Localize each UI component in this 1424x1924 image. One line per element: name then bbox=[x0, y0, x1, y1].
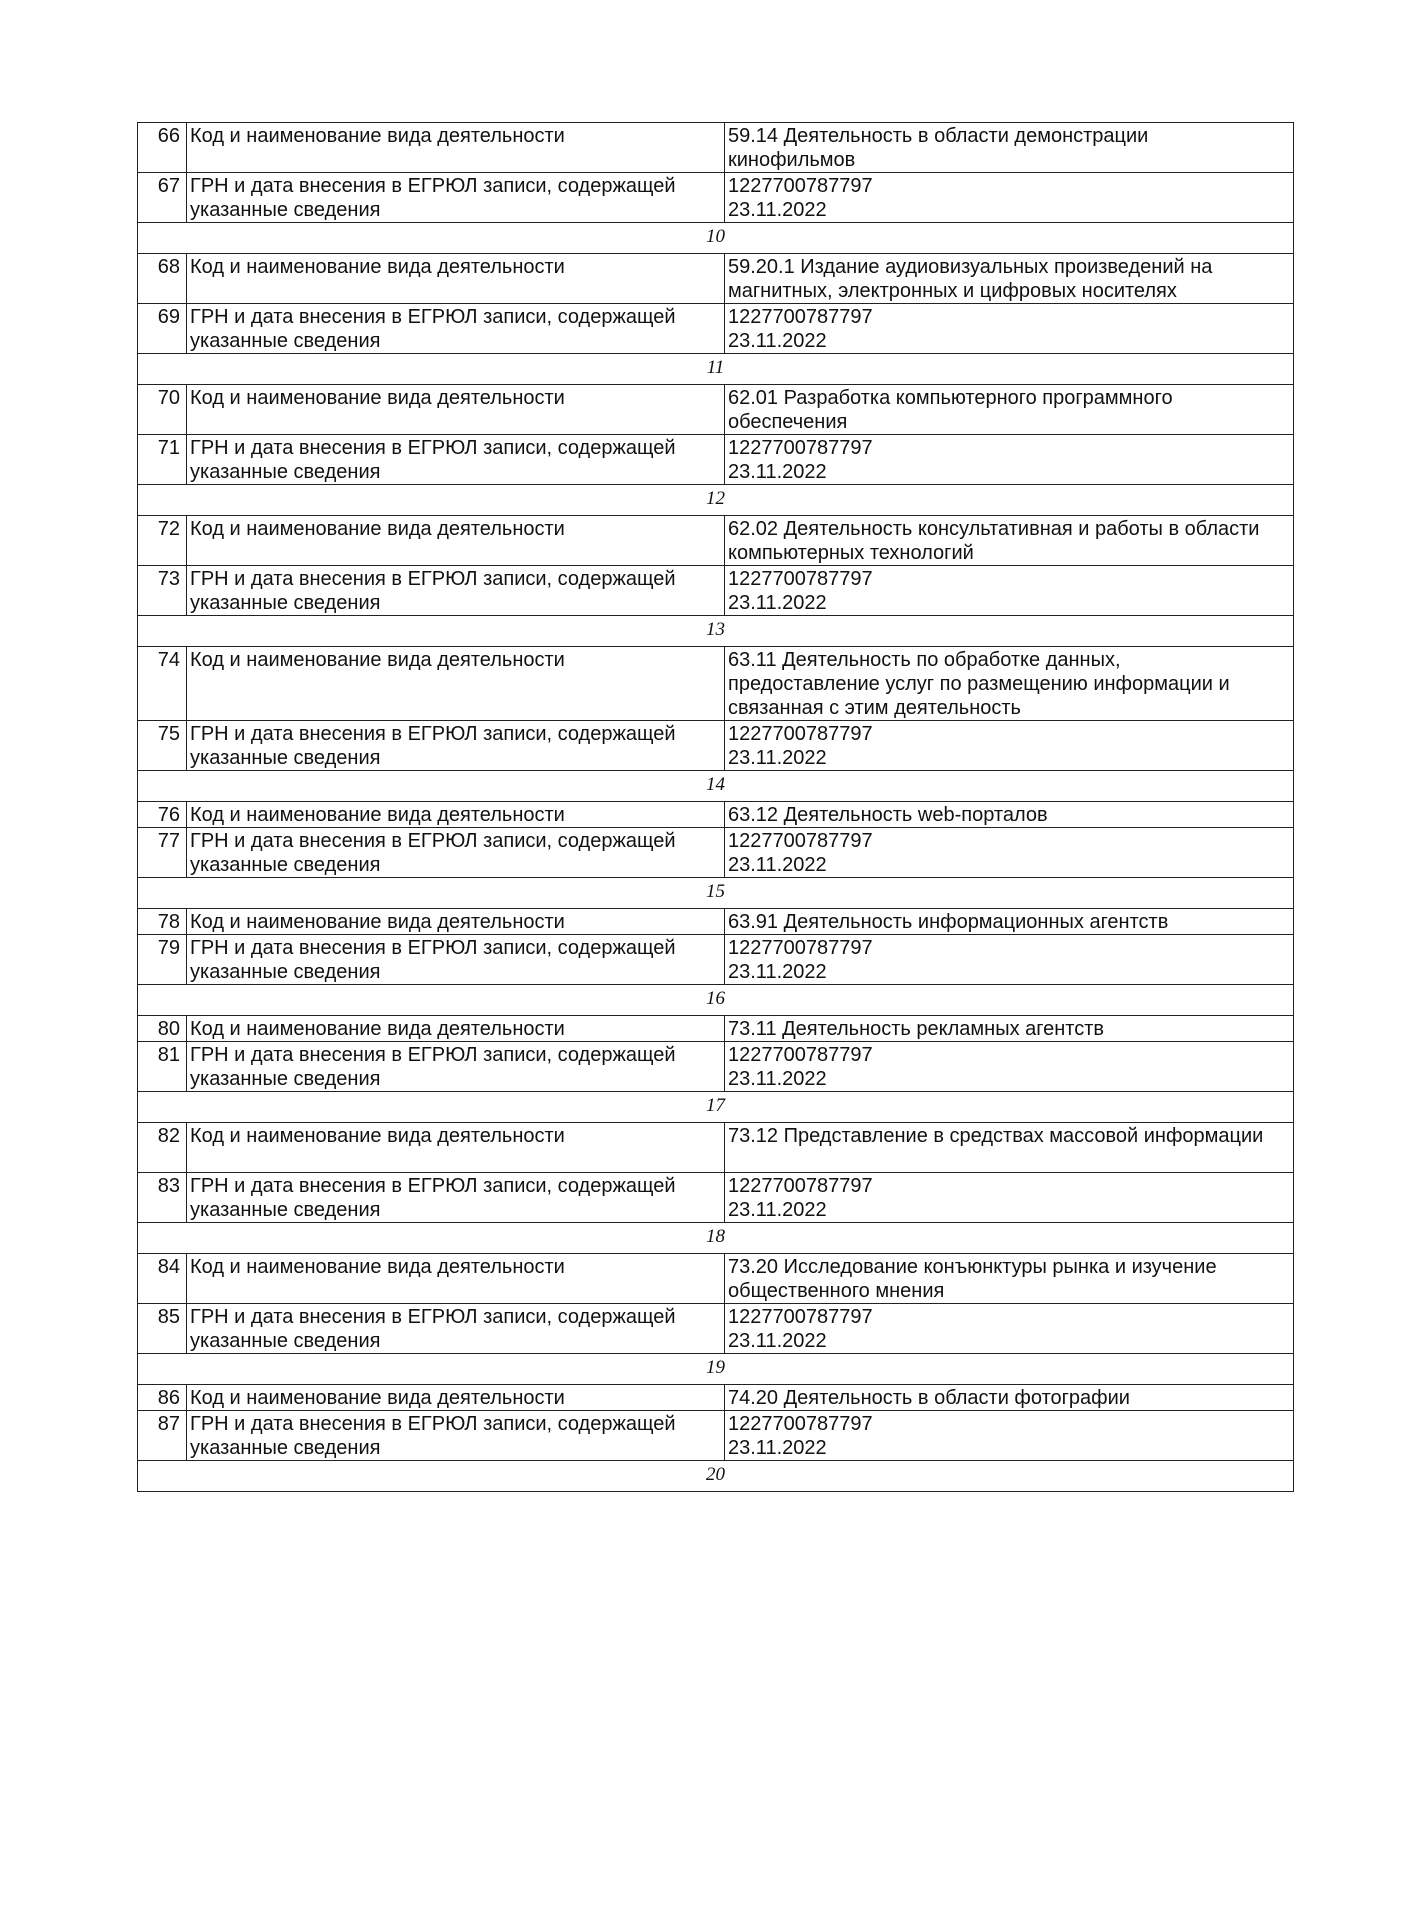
field-value-line: предоставление услуг по размещению информации и bbox=[728, 673, 1230, 695]
field-label-cell bbox=[187, 1254, 725, 1304]
section-row bbox=[138, 1092, 1294, 1123]
table-row bbox=[138, 1411, 1294, 1461]
field-label-cell bbox=[187, 385, 725, 435]
field-label-line: указанные сведения bbox=[190, 1199, 381, 1221]
field-label-line: Код и наименование вида деятельности bbox=[190, 1018, 565, 1040]
table-row bbox=[138, 123, 1294, 173]
field-value-line: компьютерных технологий bbox=[728, 542, 974, 564]
field-value-line: 62.01 Разработка компьютерного программного bbox=[728, 387, 1173, 409]
field-value-line: 1227700787797 bbox=[728, 437, 873, 459]
table-row bbox=[138, 1254, 1294, 1304]
field-value-line: кинофильмов bbox=[728, 149, 856, 171]
table-row bbox=[138, 1385, 1294, 1411]
section-number: 14 bbox=[138, 771, 1294, 802]
field-label-line: ГРН и дата внесения в ЕГРЮЛ записи, содержащей bbox=[190, 568, 676, 590]
table-row bbox=[138, 1173, 1294, 1223]
field-label-cell bbox=[187, 516, 725, 566]
table-row bbox=[138, 1042, 1294, 1092]
section-row bbox=[138, 878, 1294, 909]
field-value-cell bbox=[725, 1254, 1294, 1304]
field-value-line: 1227700787797 bbox=[728, 175, 873, 197]
field-value-cell bbox=[725, 935, 1294, 985]
field-label-line: указанные сведения bbox=[190, 461, 381, 483]
field-label-line: ГРН и дата внесения в ЕГРЮЛ записи, содержащей bbox=[190, 723, 676, 745]
field-value-line: 59.14 Деятельность в области демонстрации bbox=[728, 125, 1149, 147]
field-label-line: Код и наименование вида деятельности bbox=[190, 649, 565, 671]
row-number: 78 bbox=[138, 909, 187, 935]
field-label-cell bbox=[187, 435, 725, 485]
table-row bbox=[138, 1304, 1294, 1354]
field-label-line: указанные сведения bbox=[190, 961, 381, 983]
row-number: 72 bbox=[138, 516, 187, 566]
field-label-cell bbox=[187, 304, 725, 354]
field-label-cell bbox=[187, 1173, 725, 1223]
field-value-line: 23.11.2022 bbox=[728, 747, 827, 769]
field-value-line: 62.02 Деятельность консультативная и работы в области bbox=[728, 518, 1260, 540]
row-number: 69 bbox=[138, 304, 187, 354]
table-row bbox=[138, 647, 1294, 721]
field-label-line: ГРН и дата внесения в ЕГРЮЛ записи, содержащей bbox=[190, 937, 676, 959]
field-label-line: Код и наименование вида деятельности bbox=[190, 1125, 565, 1147]
field-value-cell bbox=[725, 516, 1294, 566]
field-label-line: Код и наименование вида деятельности bbox=[190, 1256, 565, 1278]
field-value-line: обеспечения bbox=[728, 411, 848, 433]
section-number: 20 bbox=[138, 1461, 1294, 1492]
field-label-cell bbox=[187, 1016, 725, 1042]
field-value-line: 63.12 Деятельность web-порталов bbox=[728, 804, 1048, 826]
field-label-line: ГРН и дата внесения в ЕГРЮЛ записи, содержащей bbox=[190, 1306, 676, 1328]
field-value-cell bbox=[725, 721, 1294, 771]
field-value-line: магнитных, электронных и цифровых носителях bbox=[728, 280, 1177, 302]
field-value-line: 63.91 Деятельность информационных агентств bbox=[728, 911, 1169, 933]
table-row bbox=[138, 1123, 1294, 1173]
table-body bbox=[138, 123, 1294, 1492]
section-number: 12 bbox=[138, 485, 1294, 516]
field-label-line: ГРН и дата внесения в ЕГРЮЛ записи, содержащей bbox=[190, 1413, 676, 1435]
field-value-line: 73.12 Представление в средствах массовой информации bbox=[728, 1125, 1264, 1147]
table-row bbox=[138, 304, 1294, 354]
section-number: 18 bbox=[138, 1223, 1294, 1254]
field-value-line: 1227700787797 bbox=[728, 723, 873, 745]
field-value-cell bbox=[725, 435, 1294, 485]
field-label-line: указанные сведения bbox=[190, 1330, 381, 1352]
row-number: 66 bbox=[138, 123, 187, 173]
field-label-cell bbox=[187, 254, 725, 304]
row-number: 82 bbox=[138, 1123, 187, 1173]
field-label-cell bbox=[187, 1123, 725, 1173]
field-value-line: 23.11.2022 bbox=[728, 199, 827, 221]
field-label-line: ГРН и дата внесения в ЕГРЮЛ записи, содержащей bbox=[190, 1175, 676, 1197]
section-row bbox=[138, 771, 1294, 802]
field-value-line: 23.11.2022 bbox=[728, 592, 827, 614]
row-number: 73 bbox=[138, 566, 187, 616]
field-value-cell bbox=[725, 1016, 1294, 1042]
table-row bbox=[138, 254, 1294, 304]
field-value-line: 23.11.2022 bbox=[728, 1330, 827, 1352]
field-label-cell bbox=[187, 721, 725, 771]
field-value-cell bbox=[725, 909, 1294, 935]
field-label-line: указанные сведения bbox=[190, 747, 381, 769]
row-number: 86 bbox=[138, 1385, 187, 1411]
row-number: 80 bbox=[138, 1016, 187, 1042]
field-value-cell bbox=[725, 566, 1294, 616]
field-label-line: Код и наименование вида деятельности bbox=[190, 804, 565, 826]
field-value-line: 74.20 Деятельность в области фотографии bbox=[728, 1387, 1130, 1409]
field-value-cell bbox=[725, 385, 1294, 435]
section-row bbox=[138, 985, 1294, 1016]
field-value-cell bbox=[725, 802, 1294, 828]
egrul-activities-table bbox=[137, 122, 1294, 1492]
field-value-line: 1227700787797 bbox=[728, 1175, 873, 1197]
field-value-cell bbox=[725, 1304, 1294, 1354]
row-number: 77 bbox=[138, 828, 187, 878]
row-number: 87 bbox=[138, 1411, 187, 1461]
row-number: 67 bbox=[138, 173, 187, 223]
row-number: 75 bbox=[138, 721, 187, 771]
row-number: 74 bbox=[138, 647, 187, 721]
table-row bbox=[138, 935, 1294, 985]
field-label-line: указанные сведения bbox=[190, 199, 381, 221]
section-row bbox=[138, 616, 1294, 647]
row-number: 76 bbox=[138, 802, 187, 828]
field-label-cell bbox=[187, 1042, 725, 1092]
field-value-line: 59.20.1 Издание аудиовизуальных произведений на bbox=[728, 256, 1213, 278]
field-value-line: 1227700787797 bbox=[728, 1306, 873, 1328]
field-value-cell bbox=[725, 123, 1294, 173]
section-row bbox=[138, 1461, 1294, 1492]
field-label-line: указанные сведения bbox=[190, 854, 381, 876]
row-number: 70 bbox=[138, 385, 187, 435]
field-label-cell bbox=[187, 909, 725, 935]
field-label-line: Код и наименование вида деятельности bbox=[190, 125, 565, 147]
section-number: 10 bbox=[138, 223, 1294, 254]
section-row bbox=[138, 1354, 1294, 1385]
table-row bbox=[138, 173, 1294, 223]
field-label-line: ГРН и дата внесения в ЕГРЮЛ записи, содержащей bbox=[190, 175, 676, 197]
field-value-line: 73.20 Исследование конъюнктуры рынка и изучение bbox=[728, 1256, 1217, 1278]
row-number: 83 bbox=[138, 1173, 187, 1223]
field-value-cell bbox=[725, 1411, 1294, 1461]
section-number: 16 bbox=[138, 985, 1294, 1016]
field-label-cell bbox=[187, 828, 725, 878]
field-value-line: 23.11.2022 bbox=[728, 1199, 827, 1221]
field-label-line: указанные сведения bbox=[190, 1437, 381, 1459]
section-row bbox=[138, 223, 1294, 254]
table-row bbox=[138, 435, 1294, 485]
field-label-line: указанные сведения bbox=[190, 1068, 381, 1090]
field-value-cell bbox=[725, 304, 1294, 354]
table-row bbox=[138, 385, 1294, 435]
field-label-line: Код и наименование вида деятельности bbox=[190, 256, 565, 278]
field-value-line: связанная с этим деятельность bbox=[728, 697, 1021, 719]
table-row bbox=[138, 721, 1294, 771]
field-value-cell bbox=[725, 1042, 1294, 1092]
section-row bbox=[138, 485, 1294, 516]
section-number: 11 bbox=[138, 354, 1294, 385]
field-value-cell bbox=[725, 1385, 1294, 1411]
row-number: 84 bbox=[138, 1254, 187, 1304]
field-label-cell bbox=[187, 647, 725, 721]
field-label-cell bbox=[187, 173, 725, 223]
field-label-cell bbox=[187, 123, 725, 173]
field-label-cell bbox=[187, 566, 725, 616]
field-label-cell bbox=[187, 1411, 725, 1461]
field-value-cell bbox=[725, 647, 1294, 721]
field-label-line: Код и наименование вида деятельности bbox=[190, 387, 565, 409]
field-label-line: ГРН и дата внесения в ЕГРЮЛ записи, содержащей bbox=[190, 1044, 676, 1066]
field-label-line: Код и наименование вида деятельности bbox=[190, 1387, 565, 1409]
field-value-cell bbox=[725, 1123, 1294, 1173]
field-value-line: 23.11.2022 bbox=[728, 961, 827, 983]
field-label-line: ГРН и дата внесения в ЕГРЮЛ записи, содержащей bbox=[190, 830, 676, 852]
table-row bbox=[138, 566, 1294, 616]
row-number: 71 bbox=[138, 435, 187, 485]
field-value-line: 23.11.2022 bbox=[728, 1437, 827, 1459]
row-number: 81 bbox=[138, 1042, 187, 1092]
section-row bbox=[138, 354, 1294, 385]
field-value-cell bbox=[725, 254, 1294, 304]
section-number: 17 bbox=[138, 1092, 1294, 1123]
field-value-line: 1227700787797 bbox=[728, 568, 873, 590]
field-label-line: ГРН и дата внесения в ЕГРЮЛ записи, содержащей bbox=[190, 437, 676, 459]
field-label-cell bbox=[187, 935, 725, 985]
table-row bbox=[138, 802, 1294, 828]
field-label-line: ГРН и дата внесения в ЕГРЮЛ записи, содержащей bbox=[190, 306, 676, 328]
field-value-line bbox=[728, 1148, 1290, 1172]
field-value-line: 1227700787797 bbox=[728, 1044, 873, 1066]
field-label-cell bbox=[187, 802, 725, 828]
row-number: 79 bbox=[138, 935, 187, 985]
field-label-cell bbox=[187, 1385, 725, 1411]
section-number: 13 bbox=[138, 616, 1294, 647]
field-value-cell bbox=[725, 173, 1294, 223]
field-value-line: 1227700787797 bbox=[728, 937, 873, 959]
section-number: 19 bbox=[138, 1354, 1294, 1385]
field-value-cell bbox=[725, 828, 1294, 878]
table-row bbox=[138, 909, 1294, 935]
field-value-line: 23.11.2022 bbox=[728, 1068, 827, 1090]
table-row bbox=[138, 1016, 1294, 1042]
row-number: 68 bbox=[138, 254, 187, 304]
field-value-line: 1227700787797 bbox=[728, 306, 873, 328]
table-row bbox=[138, 516, 1294, 566]
table-row bbox=[138, 828, 1294, 878]
field-value-line: 73.11 Деятельность рекламных агентств bbox=[728, 1018, 1105, 1040]
field-label-line: Код и наименование вида деятельности bbox=[190, 911, 565, 933]
field-value-line: 63.11 Деятельность по обработке данных, bbox=[728, 649, 1121, 671]
field-value-line: 23.11.2022 bbox=[728, 854, 827, 876]
field-value-line: общественного мнения bbox=[728, 1280, 945, 1302]
field-label-line: Код и наименование вида деятельности bbox=[190, 518, 565, 540]
section-row bbox=[138, 1223, 1294, 1254]
field-label-line: указанные сведения bbox=[190, 330, 381, 352]
section-number: 15 bbox=[138, 878, 1294, 909]
field-label-cell bbox=[187, 1304, 725, 1354]
field-value-line: 1227700787797 bbox=[728, 1413, 873, 1435]
field-value-line: 1227700787797 bbox=[728, 830, 873, 852]
field-value-line: 23.11.2022 bbox=[728, 461, 827, 483]
field-value-line: 23.11.2022 bbox=[728, 330, 827, 352]
field-label-line: указанные сведения bbox=[190, 592, 381, 614]
row-number: 85 bbox=[138, 1304, 187, 1354]
field-value-cell bbox=[725, 1173, 1294, 1223]
